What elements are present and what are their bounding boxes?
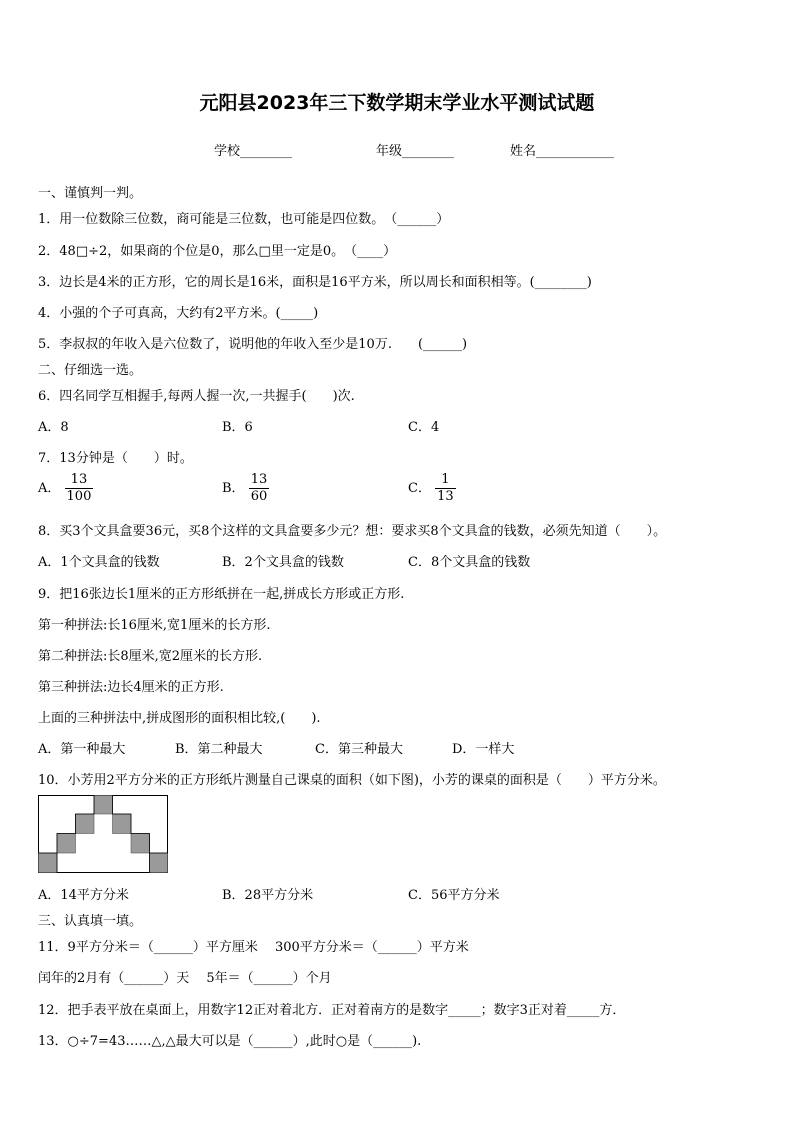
question-11-line-2: 闰年的2月有（______）天 5年＝（______）个月	[38, 971, 332, 986]
fraction	[65, 472, 94, 505]
question-10: 10．小芳用2平方分米的正方形纸片测量自己课桌的面积（如下图)，小芳的课桌的面积是（ ）平方分米。	[38, 773, 666, 788]
question-8-option-b: B．2个文具盒的钱数	[222, 555, 344, 570]
question-9-option-c: C．第三种最大	[315, 742, 403, 757]
question-4: 4．小强的个子可真高，大约有2平方米。(_____)	[38, 306, 319, 321]
paper-square	[113, 814, 132, 834]
question-9-line-1: 第一种拼法:长16厘米,宽1厘米的长方形.	[38, 618, 271, 633]
section-heading-2: 二、仔细选一选。	[38, 363, 143, 378]
section-heading-1: 一、谨慎判一判。	[38, 186, 143, 201]
question-2: 2．48□÷2，如果商的个位是0，那么□里一定是0。 （____）	[38, 244, 397, 259]
question-10-option-c: C．56平方分米	[408, 888, 500, 903]
option-label: A．	[38, 481, 61, 496]
option-label: C．	[408, 481, 431, 496]
question-8-option-c: C．8个文具盒的钱数	[408, 555, 531, 570]
question-6-option-a: A．8	[38, 420, 69, 435]
question-13: 13．○÷7=43……△,△最大可以是（______）,此时○是（______).	[38, 1034, 422, 1049]
question-9-line-4: 上面的三种拼法中,拼成图形的面积相比较,( ).	[38, 711, 321, 726]
question-9-option-b: B．第二种最大	[175, 742, 263, 757]
name-field: 姓名____________	[510, 144, 615, 159]
question-3: 3．边长是4米的正方形，它的周长是16米，面积是16平方米，所以周长和面积相等。(________)	[38, 275, 592, 290]
question-7-option-a	[38, 472, 93, 505]
question-9-line-2: 第二种拼法:长8厘米,宽2厘米的长方形.	[38, 649, 263, 664]
question-1: 1．用一位数除三位数，商可能是三位数，也可能是四位数。 （______）	[38, 212, 450, 227]
school-field: 学校________	[214, 144, 293, 159]
question-9-option-d: D．一样大	[452, 742, 515, 757]
question-12: 12．把手表平放在桌面上，用数字12正对着北方．正对着南方的是数字_____；数字3正对着_____方．	[38, 1003, 626, 1018]
question-9-line-3: 第三种拼法:边长4厘米的正方形.	[38, 680, 224, 695]
question-11-line-1: 11．9平方分米＝（______）平方厘米 300平方分米＝（______）平方米	[38, 940, 469, 955]
fraction	[249, 472, 270, 505]
question-5: 5．李叔叔的年收入是六位数了，说明他的年收入至少是10万. (______)	[38, 337, 468, 352]
question-7-option-b	[222, 472, 269, 505]
numerator: 13	[250, 472, 268, 487]
question-10-option-a: A．14平方分米	[38, 888, 129, 903]
paper-square	[131, 834, 150, 854]
question-8: 8．买3个文具盒要36元，买8个这样的文具盒要多少元？想：要求买8个文具盒的钱数，必须先知道（ ）。	[38, 524, 667, 539]
section-heading-3: 三、认真填一填。	[38, 914, 143, 929]
desk-tiling-figure	[38, 795, 168, 873]
denominator: 13	[437, 489, 454, 504]
paper-square	[76, 814, 95, 834]
option-label: B．	[222, 481, 245, 496]
denominator: 60	[250, 489, 268, 504]
question-6-option-b: B．6	[222, 420, 253, 435]
question-7: 7．13分钟是（ ）时。	[38, 451, 193, 466]
paper-square	[39, 853, 58, 873]
paper-square	[150, 853, 168, 873]
question-9: 9．把16张边长1厘米的正方形纸拼在一起,拼成长方形或正方形.	[38, 587, 405, 602]
fraction	[435, 472, 456, 505]
numerator: 1	[441, 472, 450, 487]
question-10-option-b: B．28平方分米	[222, 888, 314, 903]
page-title: 元阳县2023年三下数学期末学业水平测试试题	[199, 92, 595, 114]
paper-square	[57, 834, 76, 854]
question-9-option-a: A．第一种最大	[38, 742, 126, 757]
question-8-option-a: A．1个文具盒的钱数	[38, 555, 160, 570]
grade-field: 年级________	[376, 144, 455, 159]
question-6-option-c: C．4	[408, 420, 440, 435]
question-6: 6．四名同学互相握手,每两人握一次,一共握手( )次.	[38, 389, 355, 404]
question-7-option-c	[408, 472, 456, 505]
numerator: 13	[70, 472, 88, 487]
denominator: 100	[66, 489, 92, 504]
paper-square	[94, 796, 113, 815]
